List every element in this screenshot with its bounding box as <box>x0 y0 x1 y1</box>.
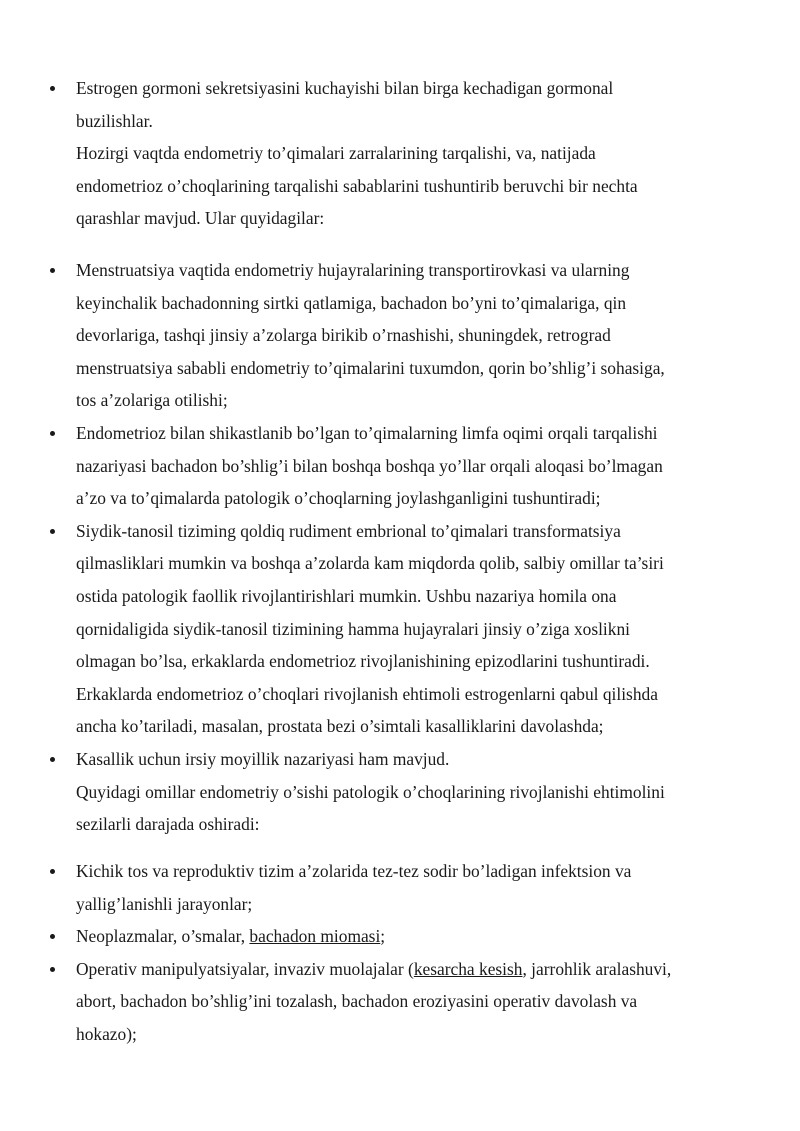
link-bachadon-miomasi[interactable]: bachadon miomasi <box>249 926 381 947</box>
text-line: devorlariga, tashqi jinsiy a’zolarga birikib o’rnashishi, shuningdek, retrograd <box>76 325 611 346</box>
bullet-icon <box>50 86 55 91</box>
text-line <box>76 920 800 953</box>
text-span: , jarrohlik aralashuvi, <box>522 958 672 979</box>
list-section-2 <box>0 254 800 841</box>
text-line: tos a’zolariga otilishi; <box>76 390 228 411</box>
text-line: ostida patologik faollik rivojlantirishlari mumkin. Ushbu nazariya homila ona <box>76 585 617 606</box>
bullet-icon <box>50 268 55 273</box>
bullet-icon <box>50 757 55 762</box>
list-item <box>0 72 800 137</box>
list-section-3 <box>0 855 800 1051</box>
text-line: Kasallik uchun irsiy moyillik nazariyasi ham mavjud. <box>76 748 450 769</box>
text-line: nazariyasi bachadon bo’shlig’i bilan boshqa boshqa yo’llar orqali aloqasi bo’lmagan <box>76 455 663 476</box>
text-line: Quyidagi omillar endometriy o’sishi patologik o’choqlarining rivojlanishi ehtimolini <box>76 781 665 802</box>
text-line <box>76 953 800 986</box>
list-section-1 <box>0 72 800 235</box>
text-line: Endometrioz bilan shikastlanib bo’lgan to’qimalarning limfa oqimi orqali tarqalishi <box>76 422 658 443</box>
text-line: abort, bachadon bo’shlig’ini tozalash, bachadon eroziyasini operativ davolash va <box>76 991 638 1012</box>
list-item <box>0 855 800 920</box>
link-kesarcha-kesish[interactable]: kesarcha kesish <box>413 958 523 979</box>
text-line: keyinchalik bachadonning sirtki qatlamiga, bachadon bo’yni to’qimalariga, qin <box>76 292 627 313</box>
text-line: sezilarli darajada oshiradi: <box>76 814 260 835</box>
text-line: olmagan bo’lsa, erkaklarda endometrioz rivojlanishining epizodlarini tushuntiradi. <box>76 651 650 672</box>
text-line: menstruatsiya sababli endometriy to’qimalarini tuxumdon, qorin bo’shlig’i sohasiga, <box>76 357 665 378</box>
text-span: Neoplazmalar, o’smalar, <box>76 926 250 947</box>
list-item <box>0 953 800 1051</box>
text-span: Operativ manipulyatsiyalar, invaziv muolajalar ( <box>76 958 414 979</box>
list-item <box>0 920 800 953</box>
text-line: qarashlar mavjud. Ular quyidagilar: <box>76 208 325 229</box>
bullet-icon <box>50 967 55 972</box>
bullet-icon <box>50 934 55 939</box>
text-line: a’zo va to’qimalarda patologik o’choqlarning joylashganligini tushuntiradi; <box>76 488 601 509</box>
text-span: ; <box>380 926 386 947</box>
text-line: Siydik-tanosil tiziming qoldiq rudiment embrional to’qimalari transformatsiya <box>76 520 621 541</box>
bullet-list <box>0 254 800 776</box>
paragraph <box>0 137 800 235</box>
text-line: qilmasliklari mumkin va boshqa a’zolarda kam miqdorda qolib, salbiy omillar ta’siri <box>76 553 664 574</box>
list-item <box>0 417 800 515</box>
list-item <box>0 515 800 743</box>
bullet-icon <box>50 869 55 874</box>
text-line: endometrioz o’choqlarining tarqalishi sabablarini tushuntirib beruvchi bir nechta <box>76 175 638 196</box>
text-line: qornidaligida siydik-tanosil tizimining hamma hujayralari jinsiy o’ziga xoslikni <box>76 618 630 639</box>
bullet-list <box>0 72 800 137</box>
bullet-icon <box>50 529 55 534</box>
text-line: Kichik tos va reproduktiv tizim a’zolarida tez-tez sodir bo’ladigan infektsion va <box>76 861 632 881</box>
text-line: hokazo); <box>76 1023 137 1044</box>
text-line: buzilishlar. <box>76 110 153 131</box>
bullet-icon <box>50 431 55 436</box>
paragraph <box>0 776 800 841</box>
bullet-list <box>0 855 800 1051</box>
list-item <box>0 254 800 417</box>
text-line: Erkaklarda endometrioz o’choqlari rivojlanish ehtimoli estrogenlarni qabul qilishda <box>76 683 658 704</box>
text-line: Hozirgi vaqtda endometriy to’qimalari zarralarining tarqalishi, va, natijada <box>76 143 596 164</box>
text-line: ancha ko’tariladi, masalan, prostata bezi o’simtali kasalliklarini davolashda; <box>76 716 604 737</box>
list-item <box>0 743 800 776</box>
text-line: Menstruatsiya vaqtida endometriy hujayralarining transportirovkasi va ularning <box>76 260 630 280</box>
text-line: yallig’lanishli jarayonlar; <box>76 893 253 914</box>
text-line: Estrogen gormoni sekretsiyasini kuchayishi bilan birga kechadigan gormonal <box>76 78 614 98</box>
